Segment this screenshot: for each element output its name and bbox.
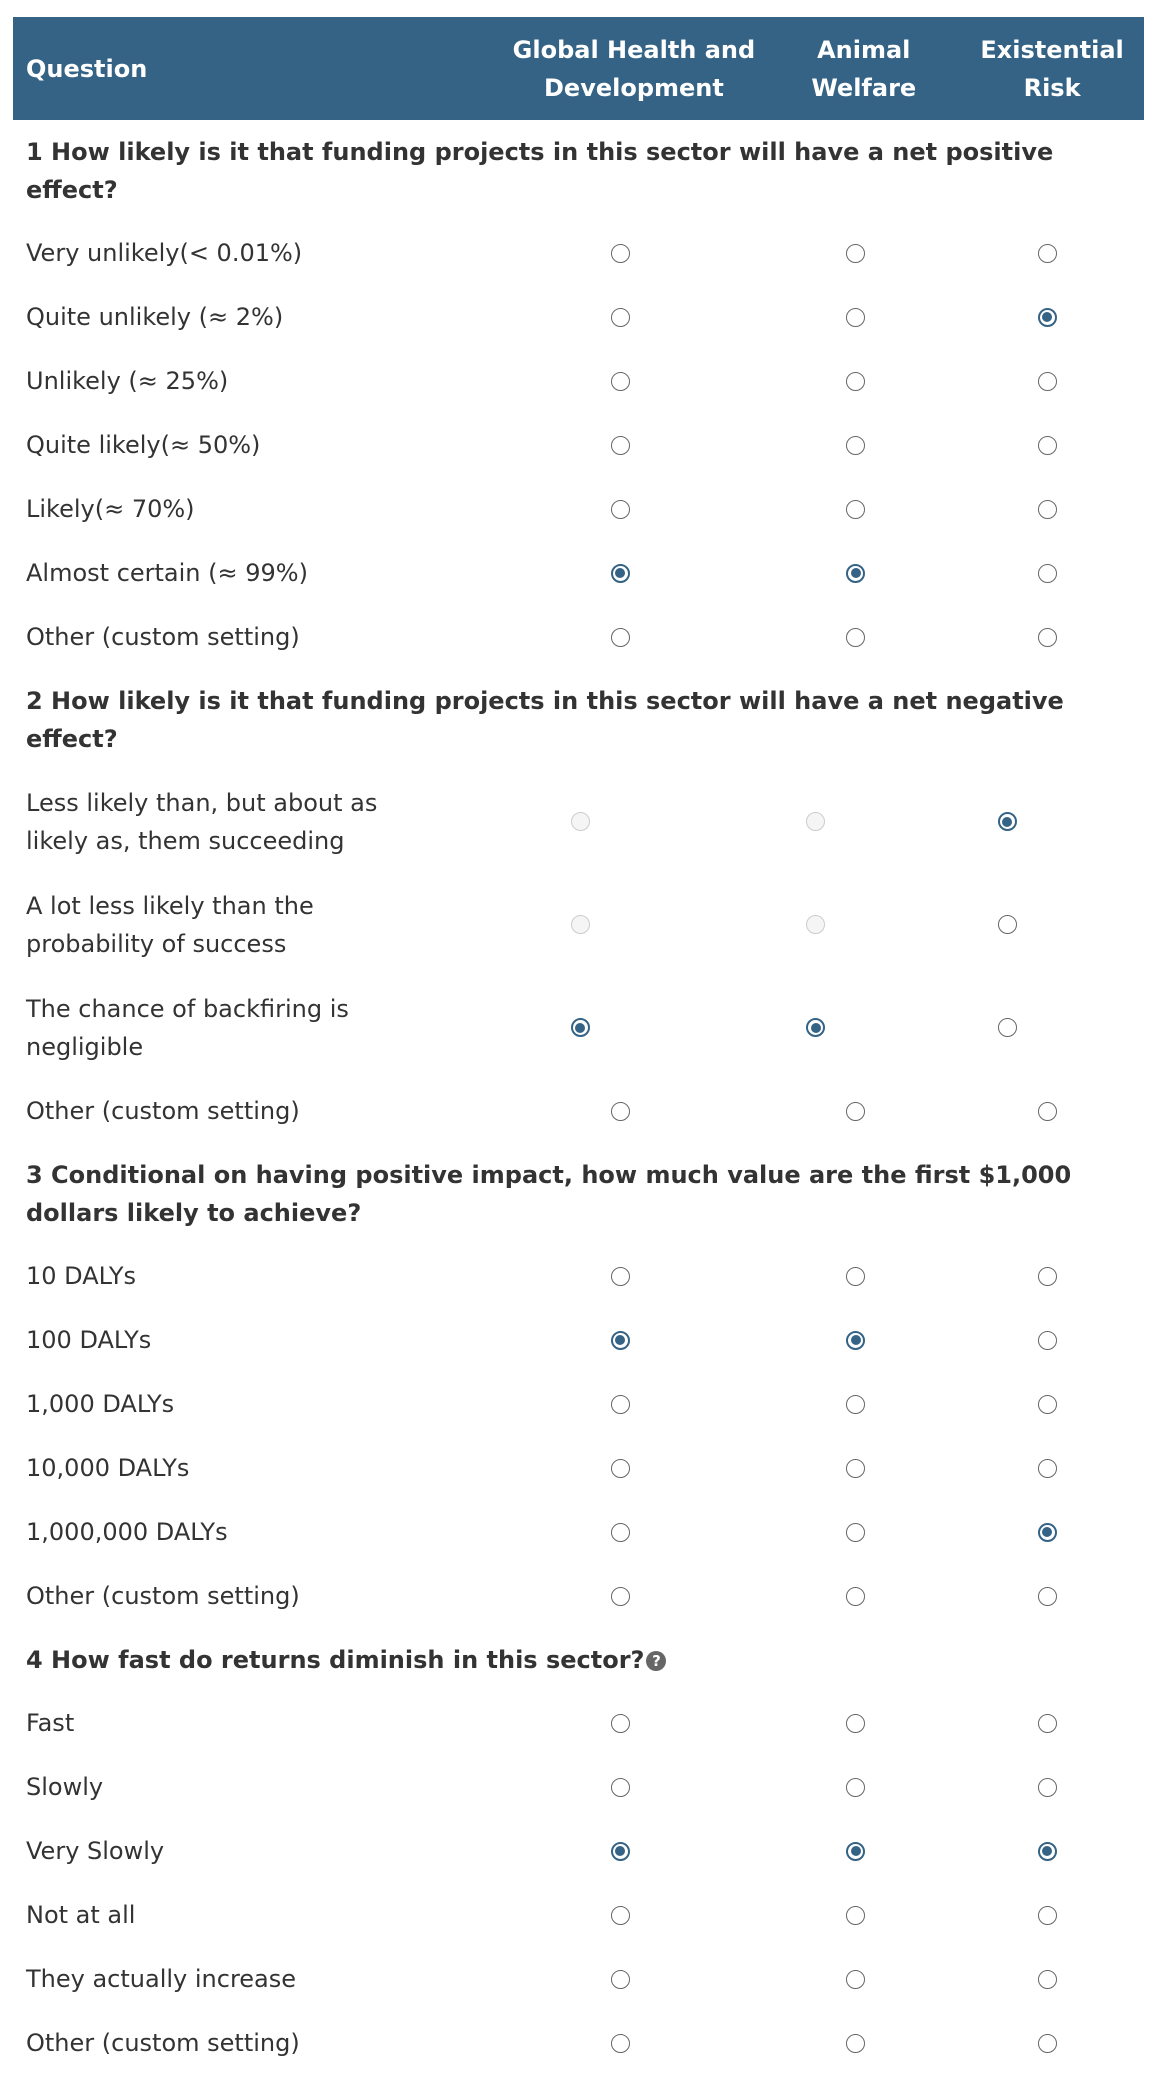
radio-global-health[interactable] (611, 308, 630, 327)
radio-animal-welfare (806, 915, 825, 934)
radio-cell-global-health (493, 221, 763, 285)
radio-cell-animal-welfare (763, 2011, 958, 2075)
radio-animal-welfare[interactable] (846, 1970, 865, 1989)
option-row (13, 1947, 1144, 2011)
radio-animal-welfare[interactable] (846, 1714, 865, 1733)
radio-cell-global-health (493, 1947, 763, 2011)
radio-animal-welfare[interactable] (846, 1906, 865, 1925)
radio-cell-animal-welfare (763, 1883, 958, 1947)
option-label: Quite likely(≈ 50%) (26, 431, 261, 459)
radio-cell-animal-welfare (763, 1691, 958, 1755)
table-body (13, 120, 1144, 2075)
radio-cell-existential-risk (958, 285, 1144, 349)
radio-animal-welfare[interactable] (846, 1459, 865, 1478)
radio-cell-global-health (493, 1500, 763, 1564)
radio-animal-welfare[interactable] (846, 564, 865, 583)
radio-animal-welfare (806, 812, 825, 831)
radio-animal-welfare[interactable] (846, 1395, 865, 1414)
radio-cell-existential-risk (918, 770, 1104, 873)
radio-cell-animal-welfare (763, 1755, 958, 1819)
radio-cell-global-health (493, 285, 763, 349)
radio-animal-welfare[interactable] (846, 244, 865, 263)
radio-global-health[interactable] (611, 1459, 630, 1478)
radio-existential-risk[interactable] (1038, 436, 1057, 455)
radio-animal-welfare[interactable] (846, 628, 865, 647)
radio-cell-global-health (493, 413, 763, 477)
option-row (13, 413, 1144, 477)
radio-cell-animal-welfare (763, 285, 958, 349)
radio-animal-welfare[interactable] (846, 500, 865, 519)
radio-cell-animal-welfare (763, 1079, 958, 1143)
radio-global-health[interactable] (611, 1970, 630, 1989)
question-3-heading (13, 1143, 1144, 1244)
option-label: 1,000,000 DALYs (26, 1518, 228, 1546)
radio-global-health[interactable] (611, 628, 630, 647)
option-label: 1,000 DALYs (26, 1390, 175, 1418)
option-row (13, 221, 1144, 285)
radio-global-health (571, 915, 590, 934)
radio-global-health[interactable] (611, 1906, 630, 1925)
radio-cell-global-health (493, 605, 763, 669)
option-row (13, 2011, 1144, 2075)
radio-existential-risk[interactable] (1038, 1906, 1057, 1925)
radio-cell-animal-welfare (763, 1244, 958, 1308)
radio-cell-animal-welfare (763, 541, 958, 605)
radio-global-health[interactable] (611, 500, 630, 519)
radio-existential-risk[interactable] (1038, 1331, 1057, 1350)
option-label: 10,000 DALYs (26, 1454, 190, 1482)
radio-animal-welfare[interactable] (806, 1018, 825, 1037)
option-label: Other (custom setting) (26, 623, 300, 651)
option-label: Almost certain (≈ 99%) (26, 559, 308, 587)
option-label: Fast (26, 1709, 75, 1737)
radio-cell-animal-welfare (763, 1308, 958, 1372)
radio-cell-existential-risk (958, 1883, 1144, 1947)
radio-cell-existential-risk (958, 1691, 1144, 1755)
radio-global-health[interactable] (611, 1102, 630, 1121)
radio-animal-welfare[interactable] (846, 308, 865, 327)
radio-cell-global-health (493, 2011, 763, 2075)
option-label: Other (custom setting) (26, 1097, 300, 1125)
radio-cell-animal-welfare (763, 1436, 958, 1500)
radio-cell-existential-risk (958, 1372, 1144, 1436)
radio-cell-animal-welfare (763, 1819, 958, 1883)
radio-existential-risk[interactable] (998, 915, 1017, 934)
radio-global-health (571, 812, 590, 831)
radio-existential-risk[interactable] (1038, 1523, 1057, 1542)
radio-cell-animal-welfare (763, 221, 958, 285)
radio-cell-animal-welfare (723, 873, 918, 976)
radio-existential-risk[interactable] (1038, 244, 1057, 263)
radio-global-health[interactable] (611, 1267, 630, 1286)
question-title: 1 How likely is it that funding projects in this sector will have a net positive effect? (26, 138, 1054, 204)
radio-cell-existential-risk (958, 1436, 1144, 1500)
radio-animal-welfare[interactable] (846, 1778, 865, 1797)
radio-cell-global-health (493, 1819, 763, 1883)
question-2-heading (13, 669, 1144, 770)
radio-cell-global-health (453, 976, 723, 1079)
option-label: Less likely than, but about as likely as, them succeeding (26, 788, 378, 855)
question-title: 4 How fast do returns diminish in this sector? (26, 1646, 645, 1674)
radio-cell-existential-risk (958, 605, 1144, 669)
radio-animal-welfare[interactable] (846, 2034, 865, 2053)
option-row (13, 770, 1144, 873)
radio-global-health[interactable] (571, 1018, 590, 1037)
option-label: Other (custom setting) (26, 1582, 300, 1610)
radio-existential-risk[interactable] (1038, 2034, 1057, 2053)
radio-existential-risk[interactable] (1038, 1395, 1057, 1414)
radio-cell-existential-risk (958, 477, 1144, 541)
question-4-heading (13, 1628, 1144, 1691)
option-row (13, 1755, 1144, 1819)
radio-cell-existential-risk (958, 1244, 1144, 1308)
radio-animal-welfare[interactable] (846, 436, 865, 455)
radio-global-health[interactable] (611, 1714, 630, 1733)
radio-existential-risk[interactable] (998, 812, 1017, 831)
radio-global-health[interactable] (611, 1395, 630, 1414)
radio-global-health[interactable] (611, 1587, 630, 1606)
option-row (13, 1883, 1144, 1947)
option-label: They actually increase (26, 1965, 297, 1993)
radio-existential-risk[interactable] (1038, 1459, 1057, 1478)
radio-cell-existential-risk (958, 1819, 1144, 1883)
radio-cell-global-health (493, 1436, 763, 1500)
radio-cell-existential-risk (958, 221, 1144, 285)
radio-cell-animal-welfare (763, 1500, 958, 1564)
option-label: 100 DALYs (26, 1326, 152, 1354)
radio-cell-existential-risk (958, 541, 1144, 605)
radio-existential-risk[interactable] (1038, 1102, 1057, 1121)
radio-cell-animal-welfare (763, 1564, 958, 1628)
option-label: Very Slowly (26, 1837, 165, 1865)
radio-cell-global-health (493, 1691, 763, 1755)
radio-cell-existential-risk (958, 2011, 1144, 2075)
radio-existential-risk[interactable] (1038, 1714, 1057, 1733)
option-label: 10 DALYs (26, 1262, 136, 1290)
radio-cell-existential-risk (958, 1308, 1144, 1372)
column-header-animal-welfare: Animal Welfare (811, 35, 917, 102)
radio-global-health[interactable] (611, 436, 630, 455)
radio-animal-welfare[interactable] (846, 1842, 865, 1861)
radio-cell-global-health (493, 1079, 763, 1143)
radio-cell-animal-welfare (723, 976, 918, 1079)
radio-animal-welfare[interactable] (846, 1331, 865, 1350)
radio-cell-existential-risk (958, 1564, 1144, 1628)
column-header-existential-risk: Existential Risk (980, 35, 1124, 102)
radio-existential-risk[interactable] (998, 1018, 1017, 1037)
radio-cell-animal-welfare (723, 770, 918, 873)
option-row (13, 1819, 1144, 1883)
option-label: The chance of backfiring is negligible (26, 994, 349, 1061)
option-label: Other (custom setting) (26, 2029, 300, 2057)
radio-cell-global-health (493, 1308, 763, 1372)
radio-cell-global-health (493, 1372, 763, 1436)
option-row (13, 541, 1144, 605)
radio-cell-global-health (493, 477, 763, 541)
radio-existential-risk[interactable] (1038, 500, 1057, 519)
table-header (13, 17, 1144, 120)
option-label: A lot less likely than the probability of success (26, 891, 314, 958)
radio-animal-welfare[interactable] (846, 1267, 865, 1286)
radio-animal-welfare[interactable] (846, 372, 865, 391)
radio-cell-existential-risk (918, 873, 1104, 976)
radio-cell-global-health (493, 1883, 763, 1947)
option-row (13, 976, 1144, 1079)
option-label: Slowly (26, 1773, 104, 1801)
option-label: Unlikely (≈ 25%) (26, 367, 229, 395)
option-label: Very unlikely(< 0.01%) (26, 239, 303, 267)
option-label: Not at all (26, 1901, 136, 1929)
option-label: Quite unlikely (≈ 2%) (26, 303, 284, 331)
radio-cell-global-health (453, 873, 723, 976)
radio-cell-animal-welfare (763, 349, 958, 413)
radio-existential-risk[interactable] (1038, 628, 1057, 647)
question-1-heading (13, 120, 1144, 221)
radio-global-health[interactable] (611, 1842, 630, 1861)
help-icon[interactable]: ? (646, 1651, 666, 1671)
radio-existential-risk[interactable] (1038, 1970, 1057, 1989)
option-row (13, 1500, 1144, 1564)
radio-cell-global-health (493, 349, 763, 413)
radio-cell-animal-welfare (763, 1372, 958, 1436)
option-row (13, 1564, 1144, 1628)
radio-cell-existential-risk (958, 1079, 1144, 1143)
radio-existential-risk[interactable] (1038, 1587, 1057, 1606)
radio-global-health[interactable] (611, 2034, 630, 2053)
radio-global-health[interactable] (611, 1331, 630, 1350)
survey-table (13, 17, 1144, 2075)
radio-global-health[interactable] (611, 372, 630, 391)
radio-cell-existential-risk (958, 1947, 1144, 2011)
radio-cell-global-health (453, 770, 723, 873)
radio-animal-welfare[interactable] (846, 1523, 865, 1542)
question-title: 2 How likely is it that funding projects in this sector will have a net negative effect? (26, 687, 1064, 753)
radio-existential-risk[interactable] (1038, 1267, 1057, 1286)
radio-cell-animal-welfare (763, 413, 958, 477)
option-row (13, 1244, 1144, 1308)
radio-cell-global-health (493, 541, 763, 605)
question-column-header: Question (26, 54, 148, 83)
radio-cell-existential-risk (958, 1500, 1144, 1564)
radio-existential-risk[interactable] (1038, 1842, 1057, 1861)
radio-cell-existential-risk (958, 413, 1144, 477)
radio-global-health[interactable] (611, 1778, 630, 1797)
radio-existential-risk[interactable] (1038, 1778, 1057, 1797)
radio-cell-global-health (493, 1564, 763, 1628)
radio-cell-existential-risk (958, 349, 1144, 413)
option-row (13, 1308, 1144, 1372)
radio-cell-animal-welfare (763, 477, 958, 541)
option-row (13, 605, 1144, 669)
radio-global-health[interactable] (611, 244, 630, 263)
option-label: Likely(≈ 70%) (26, 495, 195, 523)
option-row (13, 1436, 1144, 1500)
question-title: 3 Conditional on having positive impact, how much value are the first $1,000 dollars likely to achieve? (26, 1161, 1072, 1227)
radio-global-health[interactable] (611, 564, 630, 583)
radio-animal-welfare[interactable] (846, 1587, 865, 1606)
option-row (13, 349, 1144, 413)
radio-cell-existential-risk (958, 1755, 1144, 1819)
column-header-global-health: Global Health and Development (512, 35, 756, 102)
radio-existential-risk[interactable] (1038, 372, 1057, 391)
option-row (13, 477, 1144, 541)
radio-cell-global-health (493, 1244, 763, 1308)
radio-animal-welfare[interactable] (846, 1102, 865, 1121)
radio-global-health[interactable] (611, 1523, 630, 1542)
radio-existential-risk[interactable] (1038, 564, 1057, 583)
option-row (13, 1079, 1144, 1143)
option-row (13, 873, 1144, 976)
radio-cell-global-health (493, 1755, 763, 1819)
option-row (13, 1372, 1144, 1436)
radio-cell-animal-welfare (763, 605, 958, 669)
option-row (13, 285, 1144, 349)
radio-existential-risk[interactable] (1038, 308, 1057, 327)
radio-cell-existential-risk (918, 976, 1104, 1079)
option-row (13, 1691, 1144, 1755)
radio-cell-animal-welfare (763, 1947, 958, 2011)
